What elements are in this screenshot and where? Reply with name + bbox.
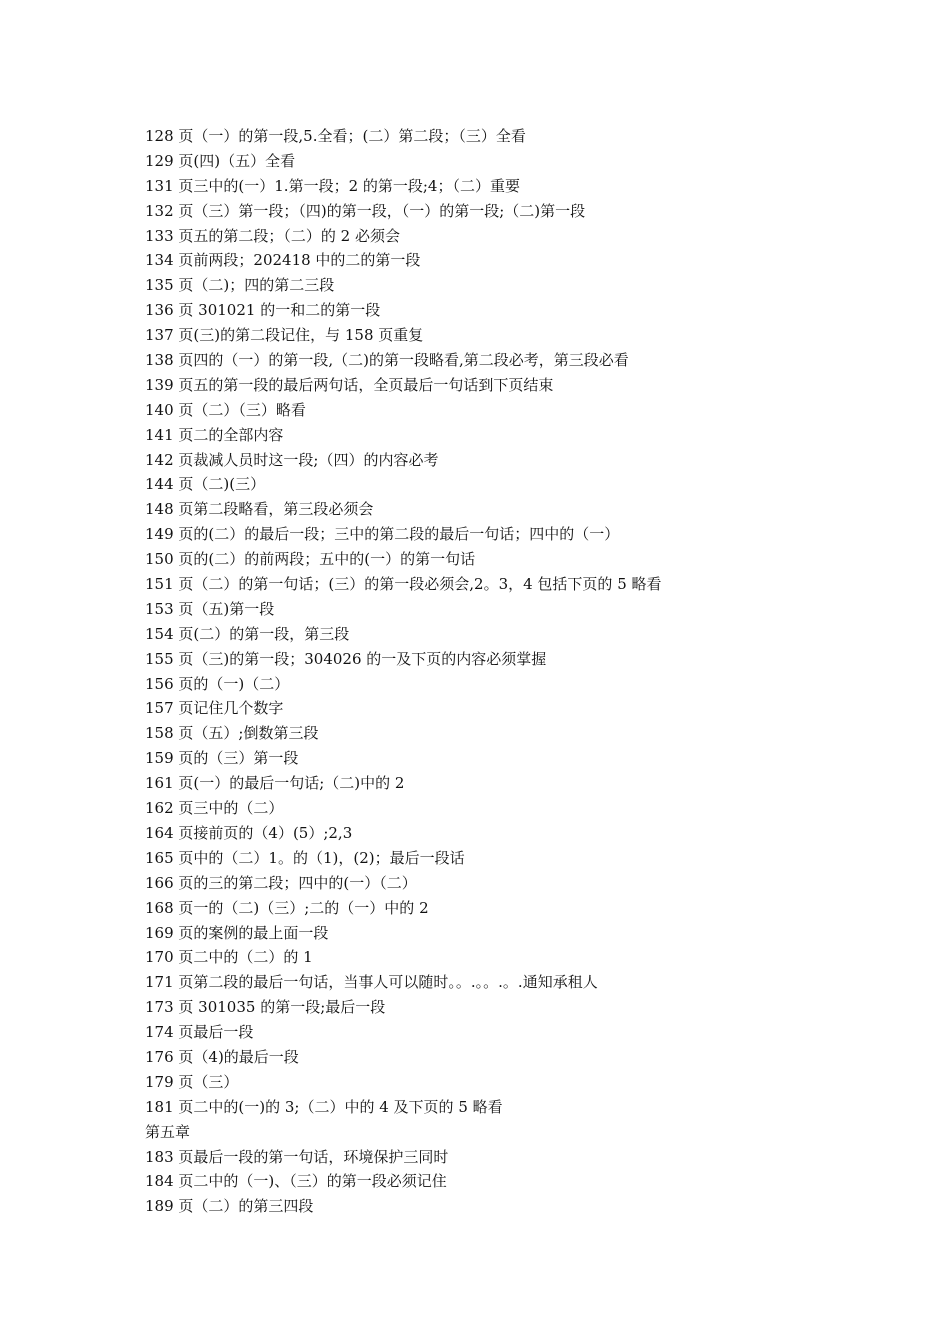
note-line: 150 页的(二）的前两段；五中的(一）的第一句话 [145,550,476,569]
note-line: 134 页前两段；202418 中的二的第一段 [145,251,421,270]
note-line: 139 页五的第一段的最后两句话，全页最后一句话到下页结束 [145,375,554,394]
note-line: 138 页四的（一）的第一段,（二)的第一段略看,第二段必考，第三段必看 [145,351,629,370]
note-line: 165 页中的（二）1。的（1)，(2)；最后一段话 [145,848,465,867]
note-line: 129 页(四)（五）全看 [145,151,296,170]
note-line: 149 页的(二）的最后一段；三中的第二段的最后一句话；四中的（一） [145,525,620,544]
note-line: 148 页第二段略看，第三段必须会 [145,500,374,519]
note-line: 140 页（二）（三）略看 [145,400,306,419]
chapter-heading: 第五章 [145,1122,191,1141]
note-line: 141 页二的全部内容 [145,425,284,444]
note-line: 189 页（二）的第三四段 [145,1197,314,1216]
note-line: 133 页五的第二段；（二）的 2 必须会 [145,226,400,245]
note-line: 168 页一的（二)（三）;二的（一）中的 2 [145,898,429,917]
note-line: 176 页（4)的最后一段 [145,1047,299,1066]
note-line: 158 页（五）;倒数第三段 [145,724,319,743]
note-line: 179 页（三） [145,1072,239,1091]
note-line: 157 页记住几个数字 [145,699,284,718]
note-line: 173 页 301035 的第一段;最后一段 [145,998,386,1017]
note-line: 151 页（二）的第一句话；(三）的第一段必须会,2。3，4 包括下页的 5 略看 [145,575,662,594]
note-line: 128 页（一）的第一段,5.全看；(二）第二段；（三）全看 [145,127,526,145]
note-line: 131 页三中的(一）1.第一段；2 的第一段;4；（二）重要 [145,176,520,195]
note-line: 161 页(一）的最后一句话;（二)中的 2 [145,774,405,793]
note-line: 154 页(二）的第一段，第三段 [145,624,350,643]
note-line: 142 页裁减人员时这一段;（四）的内容必考 [145,450,439,469]
note-line: 169 页的案例的最上面一段 [145,923,329,942]
note-line: 136 页 301021 的一和二的第一段 [145,301,381,320]
note-line: 137 页(三)的第二段记住，与 158 页重复 [145,326,424,345]
note-line: 166 页的三的第二段；四中的(一）（二） [145,873,417,892]
note-line: 132 页（三）第一段；（四)的第一段，（一）的第一段;（二)第一段 [145,201,586,220]
note-line: 183 页最后一段的第一句话，环境保护三同时 [145,1147,449,1166]
note-line: 153 页（五)第一段 [145,599,275,618]
note-line: 156 页的（一)（二） [145,674,290,693]
note-line: 164 页接前页的（4）(5）;2,3 [145,823,353,842]
note-line: 184 页二中的（一)、（三）的第一段必须记住 [145,1172,447,1191]
notes-list [145,124,865,1219]
note-line: 162 页三中的（二） [145,799,284,818]
note-line: 159 页的（三）第一段 [145,749,299,768]
note-line: 174 页最后一段 [145,1023,254,1042]
note-line: 170 页二中的（二）的 1 [145,948,313,967]
note-line: 181 页二中的(一)的 3;（二）中的 4 及下页的 5 略看 [145,1097,503,1116]
note-line: 144 页（二)(三） [145,475,266,494]
note-line: 171 页第二段的最后一句话，当事人可以随时。。.。。.。.通知承租人 [145,973,598,992]
note-line: 155 页（三)的第一段；304026 的一及下页的内容必须掌握 [145,649,547,668]
note-line: 135 页（二)；四的第二三段 [145,276,335,295]
